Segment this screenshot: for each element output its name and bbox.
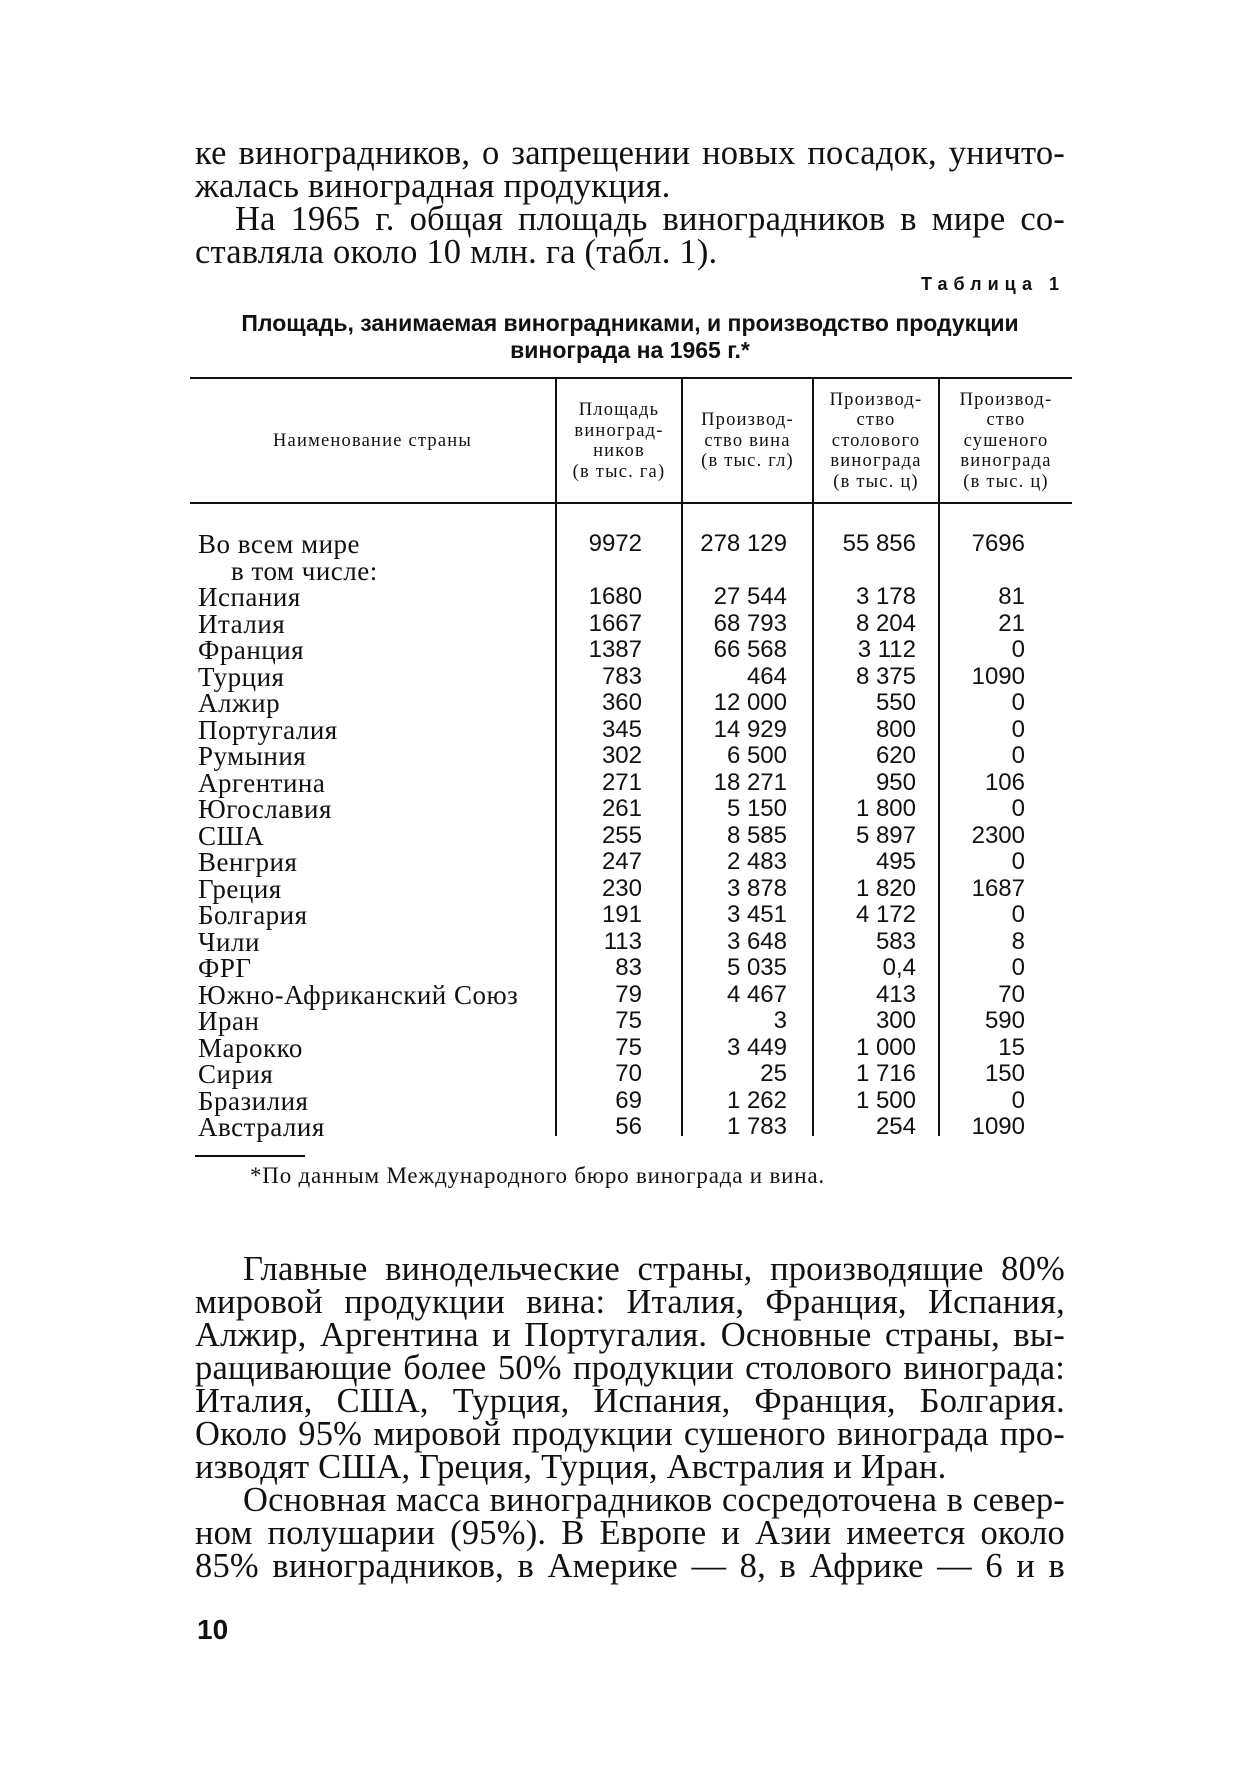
dried-grapes-value: 1090	[971, 1113, 1025, 1140]
wine-value: 25	[760, 1060, 787, 1087]
area-value: 75	[615, 1007, 642, 1034]
dried-grapes-value: 81	[998, 583, 1025, 610]
area-value: 191	[601, 901, 642, 928]
country-column	[198, 531, 548, 1141]
country-name: Иран	[198, 1006, 260, 1036]
text-line: Основная масса виноградников сосредоточена в север-	[243, 1481, 1065, 1519]
wine-value: 5 150	[726, 795, 787, 822]
dried-grapes-value: 0	[1011, 715, 1025, 743]
area-value: 70	[615, 1060, 642, 1087]
table-footnote: *По данным Международного бюро винограда и вина.	[250, 1163, 825, 1188]
table-grapes-value: 550	[875, 689, 916, 716]
world-table-grapes: 55 856	[842, 530, 916, 557]
text-line: На 1965 г. общая площадь виноградников в мире со-	[235, 200, 1065, 238]
table-grapes-value: 5 897	[855, 821, 916, 849]
world-dried: 7696	[971, 530, 1025, 557]
text-line: ном полушарии (95%). В Европе и Азии имеется около	[195, 1514, 1065, 1552]
area-value: 79	[615, 980, 642, 1008]
spacer	[683, 558, 787, 585]
text-line: ставляла около 10 млн. га (табл. 1).	[195, 233, 718, 271]
area-list	[557, 584, 642, 1141]
area-value: 783	[601, 662, 642, 690]
wine-value: 8 585	[726, 821, 787, 849]
country-name: Южно-Африканский Союз	[198, 979, 519, 1010]
area-value: 247	[601, 848, 642, 875]
dried-grapes-value: 590	[984, 1007, 1025, 1034]
table-grapes-value: 1 500	[855, 1086, 916, 1114]
dried-grapes-value: 2300	[971, 821, 1025, 849]
table-title-line: винограда на 1965 г.*	[510, 337, 750, 363]
table-grapes-value: 8 204	[855, 609, 916, 637]
header-country: Наименование страны	[273, 430, 472, 451]
dried-grapes-list	[940, 584, 1025, 1141]
table-title-line: Площадь, занимаемая виноградниками, и производство продукции	[241, 310, 1019, 336]
wine-value: 4 467	[726, 980, 787, 1008]
header-table-grapes: Производ- ство столового винограда (в тыс. ц)	[829, 389, 923, 492]
text-line: 85% виноградников, в Америке — 8, в Африке — 6 и в	[195, 1547, 1065, 1585]
area-value: 255	[601, 821, 642, 849]
country-name: Турция	[198, 661, 285, 692]
country-name: Греция	[198, 873, 282, 904]
wine-list	[683, 584, 787, 1141]
text-line: Алжир, Аргентина и Португалия. Основные страны, вы-	[195, 1316, 1065, 1354]
table-grapes-value: 8 375	[855, 662, 916, 690]
country-name: Австралия	[198, 1112, 325, 1142]
header-wine: Производ- ство вина (в тыс. гл)	[701, 410, 794, 472]
table-grapes-value: 583	[875, 927, 916, 955]
text-line: мировой продукции вина: Италия, Франция, Испания,	[195, 1283, 1065, 1321]
dried-grapes-value: 21	[998, 609, 1025, 637]
table-title	[190, 310, 1070, 364]
area-value: 1680	[588, 583, 642, 610]
wine-value: 3 451	[726, 901, 787, 928]
text-line: жалась виноградная продукция.	[195, 167, 671, 205]
footnote-rule	[195, 1155, 305, 1157]
area-value: 75	[615, 1033, 642, 1061]
dried-grapes-value: 0	[1011, 795, 1025, 822]
table-grapes-column	[814, 531, 916, 1141]
intro-paragraph	[195, 134, 1065, 271]
wine-value: 464	[746, 662, 787, 690]
body-paragraph-2	[195, 1481, 1065, 1585]
dried-grapes-value: 0	[1011, 848, 1025, 875]
country-name: Чили	[198, 926, 260, 957]
country-name: Франция	[198, 635, 305, 665]
dried-grapes-value: 150	[984, 1060, 1025, 1087]
wine-value: 2 483	[726, 848, 787, 875]
wine-value: 66 568	[713, 636, 787, 663]
country-list	[198, 584, 548, 1141]
area-value: 345	[601, 715, 642, 743]
spacer	[557, 558, 642, 585]
text-line: изводят США, Греция, Турция, Австралия и Иран.	[195, 1448, 947, 1486]
area-value: 69	[615, 1086, 642, 1114]
country-name: Португалия	[198, 714, 338, 745]
table-grapes-value: 300	[875, 1007, 916, 1034]
area-value: 83	[615, 954, 642, 981]
area-value: 261	[601, 795, 642, 822]
dried-grapes-value: 0	[1011, 1086, 1025, 1114]
spacer	[814, 558, 916, 585]
wine-value: 5 035	[726, 954, 787, 981]
body-paragraph-1	[195, 1250, 1065, 1486]
table-label: Таблица 1	[920, 274, 1065, 294]
area-value: 56	[615, 1113, 642, 1140]
table-grapes-value: 495	[875, 848, 916, 875]
table-grapes-value: 1 716	[855, 1060, 916, 1087]
dried-grapes-column	[940, 531, 1025, 1141]
header-dried-grapes: Производ- ство сушеного винограда (в тыс. ц)	[959, 389, 1053, 492]
page-number: 10	[197, 1614, 229, 1645]
area-value: 1667	[588, 609, 642, 637]
table-grapes-value: 950	[875, 768, 916, 796]
wine-value: 3 878	[726, 874, 787, 902]
wine-value: 3 449	[726, 1033, 787, 1061]
wine-value: 1 262	[726, 1086, 787, 1114]
text-line: ращивающие более 50% продукции столового винограда:	[195, 1349, 1065, 1387]
dried-grapes-value: 70	[998, 980, 1025, 1008]
country-name: Югославия	[198, 794, 332, 824]
country-name: Аргентина	[198, 767, 326, 798]
area-column	[557, 531, 642, 1141]
table-grapes-value: 1 800	[855, 795, 916, 822]
wine-column	[683, 531, 787, 1141]
dried-grapes-value: 1090	[971, 662, 1025, 690]
table-grapes-value: 254	[875, 1113, 916, 1140]
dried-grapes-value: 0	[1011, 901, 1025, 928]
table-grapes-value: 3 112	[857, 636, 916, 663]
wine-value: 68 793	[713, 609, 787, 637]
dried-grapes-value: 0	[1011, 954, 1025, 981]
country-name: Испания	[198, 582, 301, 612]
country-name: США	[198, 820, 265, 851]
area-value: 271	[601, 768, 642, 796]
world-total-label: Во всем мире	[198, 529, 361, 559]
wine-value: 18 271	[713, 768, 787, 796]
text-line: Около 95% мировой продукции сушеного винограда про-	[195, 1415, 1065, 1453]
dried-grapes-value: 0	[1011, 689, 1025, 716]
country-name: Италия	[198, 608, 286, 639]
table-grapes-value: 1 000	[855, 1033, 916, 1061]
wine-value: 3 648	[726, 927, 787, 955]
country-name: Бразилия	[198, 1085, 309, 1116]
header-area: Площадь виноград- ников (в тыс. га)	[572, 400, 666, 482]
table-grapes-value: 413	[875, 980, 916, 1008]
wine-value: 6 500	[726, 742, 787, 769]
table-grapes-value: 800	[875, 715, 916, 743]
table-grapes-value: 0,4	[882, 954, 916, 981]
country-name: Алжир	[198, 688, 281, 718]
text-line: ке виноградников, о запрещении новых посадок, уничто-	[195, 134, 1065, 172]
world-wine: 278 129	[700, 530, 787, 557]
table-grapes-value: 1 820	[855, 874, 916, 902]
area-value: 230	[601, 874, 642, 902]
dried-grapes-value: 1687	[971, 874, 1025, 902]
wine-value: 12 000	[713, 689, 787, 716]
table-grapes-value: 3 178	[855, 583, 916, 610]
country-name: Болгария	[198, 900, 308, 930]
country-name: ФРГ	[198, 953, 252, 983]
world-area: 9972	[588, 530, 642, 557]
area-value: 113	[603, 927, 642, 955]
spacer	[940, 558, 1025, 585]
dried-grapes-value: 0	[1011, 742, 1025, 769]
wine-value: 27 544	[713, 583, 787, 610]
text-line: Италия, США, Турция, Испания, Франция, Болгария.	[195, 1382, 1065, 1420]
dried-grapes-value: 8	[1011, 927, 1025, 955]
area-value: 1387	[588, 636, 642, 663]
dried-grapes-value: 15	[998, 1033, 1025, 1061]
country-name: Марокко	[198, 1032, 303, 1063]
table-grapes-list	[814, 584, 916, 1141]
country-name: Сирия	[198, 1059, 274, 1089]
wine-value: 14 929	[713, 715, 787, 743]
table-grapes-value: 4 172	[855, 901, 916, 928]
area-value: 360	[601, 689, 642, 716]
dried-grapes-value: 0	[1011, 636, 1025, 663]
country-name: Румыния	[198, 741, 307, 771]
table-grapes-value: 620	[875, 742, 916, 769]
dried-grapes-value: 106	[984, 768, 1025, 796]
subheading: в том числе:	[231, 555, 378, 586]
country-name: Венгрия	[198, 847, 298, 877]
wine-value: 3	[773, 1007, 787, 1034]
text-line: Главные винодельческие страны, производящие 80%	[243, 1250, 1065, 1288]
wine-value: 1 783	[726, 1113, 787, 1140]
area-value: 302	[601, 742, 642, 769]
